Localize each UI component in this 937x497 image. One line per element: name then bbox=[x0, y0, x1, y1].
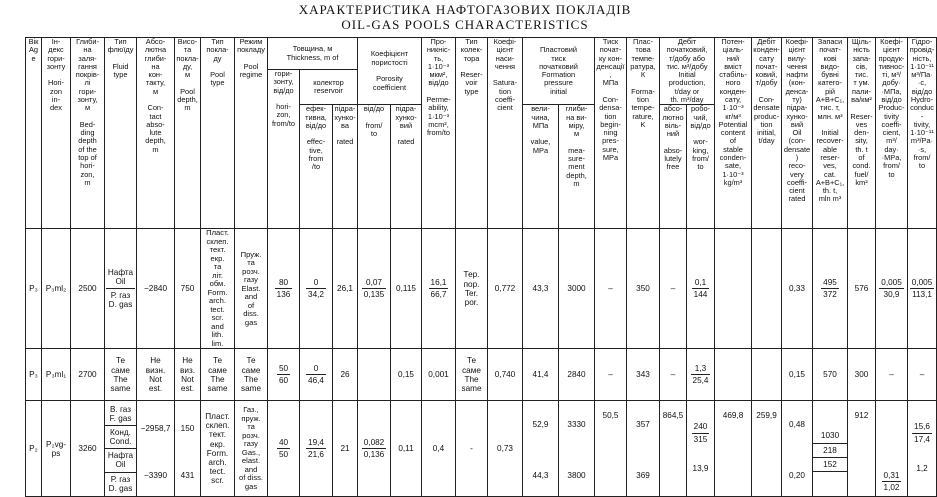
header-pool-regime: Режим покладу Pool regime bbox=[235, 38, 268, 229]
header-recovery-coefficient: Коефі- цієнт вилу- чення нафти (кон- денса- ту) підра- хунко- вий Oil (con- densate) reco- very coeffi- cient rated bbox=[782, 38, 813, 229]
cell-porosity-rated: 0,11 bbox=[391, 401, 422, 497]
contact-oil: −3390 bbox=[144, 470, 167, 480]
cell-pressure-depth: 3000 bbox=[559, 229, 595, 349]
fraction-num: 495 bbox=[821, 278, 839, 289]
cell-pressure: 43,3 bbox=[523, 229, 559, 349]
pressure-depth-oil: 3800 bbox=[567, 470, 586, 480]
cell-condensation-pressure: – bbox=[595, 229, 627, 349]
fraction-num: 0 bbox=[306, 364, 326, 375]
reserves-condensate: 218 bbox=[813, 443, 847, 457]
fraction-num: 40 bbox=[277, 438, 290, 449]
header-porosity-rated: підра- хунко- вий rated bbox=[391, 105, 422, 229]
pressure-depth-gas: 3330 bbox=[567, 419, 586, 429]
cell-regime: Те саме The same bbox=[235, 349, 268, 401]
cell-age: P₃ bbox=[26, 229, 42, 349]
pool-depth-gas: 150 bbox=[180, 423, 195, 433]
cell-hydroconductivity bbox=[908, 401, 937, 497]
production-oil: 13,9 bbox=[692, 463, 709, 473]
header-thickness-reservoir: колектор reservoir bbox=[300, 70, 358, 105]
cell-production-working bbox=[687, 229, 715, 349]
header-horizon-index: Ін- декс гори- зонту Hori- zon in- dex bbox=[42, 38, 71, 229]
fraction-num: 0,31 bbox=[882, 471, 902, 482]
cell-condensate-production: 259,9 bbox=[752, 401, 782, 497]
fluid-condensate: Конд. Cond. bbox=[105, 425, 136, 448]
header-pressure: Пластовий тиск початковий Formation pressure initial bbox=[523, 38, 595, 105]
cell-density: 300 bbox=[848, 349, 876, 401]
fraction-den: 372 bbox=[823, 290, 837, 300]
cell-porosity bbox=[358, 229, 391, 349]
fraction-den: 50 bbox=[278, 450, 289, 460]
cell-reservoir-type: Те саме The same bbox=[456, 349, 488, 401]
cell-reserves bbox=[813, 229, 848, 349]
cell-th-rated: 26,1 bbox=[333, 229, 358, 349]
cell-condensate-production bbox=[752, 229, 782, 349]
header-thickness-effective: ефек- тивна, від/до effec- tive, from /to bbox=[300, 105, 333, 229]
cell-horizon: P₃ml₂ bbox=[42, 229, 71, 349]
fraction-num: 19,4 bbox=[306, 438, 326, 449]
header-bedding-depth: Глиби- на заля- гання покрів- лі гори- зонту, м Bed- ding depth of the top of hori- zon, m bbox=[71, 38, 105, 229]
fraction-den: 1,02 bbox=[883, 483, 900, 493]
cell-permeability bbox=[422, 229, 456, 349]
pressure-oil: 44,3 bbox=[532, 470, 549, 480]
cell-pressure bbox=[523, 401, 559, 497]
cell-saturation: 0,740 bbox=[488, 349, 523, 401]
cell-permeability: 0,4 bbox=[422, 401, 456, 497]
fraction-den: 21,6 bbox=[308, 450, 324, 460]
header-porosity: Коефіцієнт пористості Porosity coefficient bbox=[358, 38, 422, 105]
cell-fluid bbox=[105, 401, 137, 497]
fraction-den: 136 bbox=[276, 290, 291, 300]
cell-production-working bbox=[687, 349, 715, 401]
cell-contact bbox=[137, 401, 175, 497]
header-age: Вік Age bbox=[26, 38, 42, 229]
cell-pool-type: Пласт. склеп. тект. екр. та літ. обм. Form. arch. tect. scr. and lith. lim. bbox=[201, 229, 235, 349]
cell-hydroconductivity: – bbox=[908, 349, 937, 401]
cell-depth: 2700 bbox=[71, 349, 105, 401]
cell-horizon: P₂vg- ps bbox=[42, 401, 71, 497]
table-row bbox=[26, 401, 937, 497]
header-productivity: Коефі- цієнт продук- тивнос- ті, м³/ добу· ·МПа, від/до Produc- tivity coeffi- cient, m³/ day· ·MPa, from/ to bbox=[876, 38, 908, 229]
cell-pool-depth bbox=[175, 401, 201, 497]
reserves-gas: 1030 bbox=[820, 431, 840, 441]
cell-recovery: 0,33 bbox=[782, 229, 813, 349]
table-row bbox=[26, 229, 937, 349]
table-row bbox=[26, 349, 937, 401]
cell-reserves bbox=[813, 401, 848, 497]
contact-gas: −2958,7 bbox=[140, 423, 171, 433]
pressure-gas: 52,9 bbox=[532, 419, 549, 429]
cell-potential-condensate: 469,8 bbox=[715, 401, 752, 497]
cell-pressure-depth bbox=[559, 401, 595, 497]
cell-pressure: 41,4 bbox=[523, 349, 559, 401]
cell-age: P₃ bbox=[26, 349, 42, 401]
fraction-den: 113,1 bbox=[912, 290, 932, 300]
header-fluid-type: Тип флюїду Fluid type bbox=[105, 38, 137, 229]
fraction-num: 50 bbox=[277, 364, 290, 375]
fluid-free-gas: В. газ F. gas bbox=[109, 404, 132, 423]
cell-th-horizon bbox=[268, 349, 300, 401]
header-thickness: Товщина, м Thickness, m of bbox=[268, 38, 358, 70]
header-contact-depth: Абсо- лютна глиби- на кон- такту, м Con- tact abso- lute depth, m bbox=[137, 38, 175, 229]
cell-depth: 3260 bbox=[71, 401, 105, 497]
fraction-num: 240 bbox=[692, 422, 710, 433]
header-potential-condensate: Потен- ціаль- ний вміст стабіль- ного конден- сату, 1·10⁻³ кг/м³ Potential content of stable conden- sate, 1·10⁻³ kg/m³ bbox=[715, 38, 752, 229]
cell-th-effective bbox=[300, 349, 333, 401]
cell-temperature bbox=[627, 401, 660, 497]
fraction-num: 80 bbox=[275, 278, 293, 289]
header-thickness-horizon: гори- зонту, від/до hori- zon, from/to bbox=[268, 70, 300, 229]
cell-depth: 2500 bbox=[71, 229, 105, 349]
fluid-gas: Р. газ D. gas bbox=[106, 288, 135, 311]
pool-depth-oil: 431 bbox=[180, 470, 195, 480]
cell-th-rated: 21 bbox=[333, 401, 358, 497]
cell-recovery: 0,15 bbox=[782, 349, 813, 401]
cell-density: 912 bbox=[848, 401, 876, 497]
fraction-den: 25,4 bbox=[692, 376, 709, 386]
cell-contact: Не визн. Not est. bbox=[137, 349, 175, 401]
header-condensate-production: Дебіт конден- сату почат- ковий, т/добу Con- densate produc- tion initial, t/day bbox=[752, 38, 782, 229]
cell-horizon: P₃ml₁ bbox=[42, 349, 71, 401]
recovery-gas: 0,48 bbox=[789, 419, 805, 429]
reserves-dissolved-gas bbox=[813, 471, 847, 488]
cell-condensation-pressure: – bbox=[595, 349, 627, 401]
fluid-dissolved-gas: Р. газ D. gas bbox=[105, 472, 136, 495]
fraction-den: 144 bbox=[693, 290, 708, 300]
cell-reservoir-type: - bbox=[456, 401, 488, 497]
cell-age: P₂ bbox=[26, 401, 42, 497]
cell-density: 576 bbox=[848, 229, 876, 349]
fraction-num: 0,07 bbox=[362, 278, 387, 289]
cell-contact: −2840 bbox=[137, 229, 175, 349]
cell-th-effective bbox=[300, 229, 333, 349]
cell-saturation: 0,772 bbox=[488, 229, 523, 349]
fraction-den: 30,9 bbox=[883, 290, 900, 300]
cell-pool-type: Те саме The same bbox=[201, 349, 235, 401]
fraction-den: 315 bbox=[693, 434, 708, 444]
cell-th-horizon bbox=[268, 401, 300, 497]
header-reservoir-type: Тип колек- тора Reser- voir type bbox=[456, 38, 488, 229]
cell-permeability: 0,001 bbox=[422, 349, 456, 401]
fraction-num: 0,1 bbox=[692, 278, 710, 289]
pools-table-sheet bbox=[25, 37, 935, 493]
header-condensation-pressure: Тиск почат- ку кон- денсації, МПа Con- densa- tion begin- ning pres- sure, MPa bbox=[595, 38, 627, 229]
cell-th-effective bbox=[300, 401, 333, 497]
cell-condensate-production bbox=[752, 349, 782, 401]
header-thickness-rated: підра- хунко- ва rated bbox=[333, 105, 358, 229]
cell-pool-depth: Не виз. Not est. bbox=[175, 349, 201, 401]
header-permeability: Про- никніс- ть, 1·10⁻³ мкм², від/до Perme- ability, 1·10⁻³ mcm², from/to bbox=[422, 38, 456, 229]
cell-potential-condensate bbox=[715, 229, 752, 349]
fluid-oil: Нафта Oil bbox=[107, 267, 134, 287]
cell-porosity-rated: 0,15 bbox=[391, 349, 422, 401]
header-pool-depth: Висо- та покла- ду, м Pool depth, m bbox=[175, 38, 201, 229]
cell-pressure-depth: 2840 bbox=[559, 349, 595, 401]
cell-reserves: 570 bbox=[813, 349, 848, 401]
cell-productivity: – bbox=[876, 349, 908, 401]
cell-saturation: 0,73 bbox=[488, 401, 523, 497]
cell-pool-depth: 750 bbox=[175, 229, 201, 349]
header-production-free: абсо- лютно віль- ний abso- lutely free bbox=[660, 105, 687, 229]
fraction-den: 17,4 bbox=[914, 434, 930, 444]
cell-th-rated: 26 bbox=[333, 349, 358, 401]
header-porosity-from-to: від/до from/ to bbox=[358, 105, 391, 229]
fraction-den: 0,135 bbox=[363, 290, 385, 300]
title-ukrainian: ХАРАКТЕРИСТИКА НАФТОГАЗОВИХ ПОКЛАДІВ bbox=[298, 2, 632, 17]
cell-production-free: – bbox=[660, 229, 687, 349]
header-initial-production: Дебіт початковий, т/добу або тис. м³/добу Initial production, t/day or th. m³/day bbox=[660, 38, 715, 105]
cell-production-free: – bbox=[660, 349, 687, 401]
cell-fluid bbox=[105, 229, 137, 349]
cell-pool-type: Пласт. склеп. тект. екр. Form. arch. tect. scr. bbox=[201, 401, 235, 497]
header-hydroconductivity: Гідро- провід- ність, 1·10⁻¹¹ м³/Па· ·с, від/до Hydro- conduc- tivity, 1·10⁻¹¹ m³/Pa· ·s, from/ to bbox=[908, 38, 937, 229]
header-pressure-depth: глиби- на ви- міру, м mea- sure- ment depth, m bbox=[559, 105, 595, 229]
hydroconductivity-oil: 1,2 bbox=[916, 463, 928, 473]
fraction-num: 0,082 bbox=[362, 438, 387, 449]
cell-regime: Пруж. та розч. газу Elast. and of diss. gas bbox=[235, 229, 268, 349]
cell-production-working bbox=[687, 401, 715, 497]
cell-porosity-rated: 0,115 bbox=[391, 229, 422, 349]
fraction-den: 34,2 bbox=[308, 290, 324, 300]
fraction-num: 1,3 bbox=[691, 364, 711, 375]
header-pressure-value: вели- чина, МПа value, MPa bbox=[523, 105, 559, 229]
pools-table bbox=[25, 37, 937, 497]
fraction-den: 46,4 bbox=[308, 376, 324, 386]
header-reserves: Запаси почат- кові видо- бувні катего- рій A+B+C₁, тис. т, млн. м³ Initial recover- able reser- ves, cat. A+B+C₁, th. t, mln m³ bbox=[813, 38, 848, 229]
cell-porosity bbox=[358, 401, 391, 497]
fraction-num: 0,005 bbox=[879, 278, 904, 289]
cell-recovery bbox=[782, 401, 813, 497]
reserves-oil: 152 bbox=[813, 457, 847, 471]
fraction-num: 0 bbox=[306, 278, 326, 289]
title-english: OIL-GAS POOLS CHARACTERISTICS bbox=[341, 17, 589, 32]
header-reserves-density: Щіль- ність запа- сів, тис. т ум. пали- ва/км² Reser- ves den- sity, th. t of cond. fuel/ km² bbox=[848, 38, 876, 229]
header-pool-type: Тип покла- ду Pool type bbox=[201, 38, 235, 229]
cell-productivity bbox=[876, 401, 908, 497]
header-saturation: Коефі- цієнт наси- чення Satura- tion coeffi- cient bbox=[488, 38, 523, 229]
fraction-num: 15,6 bbox=[912, 422, 932, 433]
cell-potential-condensate bbox=[715, 349, 752, 401]
cell-fluid: Те саме The same bbox=[105, 349, 137, 401]
temperature-gas: 357 bbox=[636, 419, 650, 429]
fraction-den: 0,136 bbox=[363, 450, 385, 460]
fraction-num: 0,005 bbox=[910, 278, 935, 289]
fraction-den: 60 bbox=[278, 376, 289, 386]
header-temperature: Плас- това темпе- ратура, К Forma- tion tempe- rature, K bbox=[627, 38, 660, 229]
fraction-num: 16,1 bbox=[429, 278, 449, 289]
cell-production-free: 864,5 bbox=[660, 401, 687, 497]
fraction-den: 66,7 bbox=[430, 290, 447, 300]
cell-regime: Газ., пруж. та розч. газу Gas., elast. and of diss. gas bbox=[235, 401, 268, 497]
cell-th-horizon bbox=[268, 229, 300, 349]
cell-temperature: 350 bbox=[627, 229, 660, 349]
cell-porosity bbox=[358, 349, 391, 401]
header-production-working: робо- чий, від/до wor- king, from/ to bbox=[687, 105, 715, 229]
cell-temperature: 343 bbox=[627, 349, 660, 401]
cell-hydroconductivity bbox=[908, 229, 937, 349]
fluid-oil: Нафта Oil bbox=[105, 448, 136, 471]
cell-productivity bbox=[876, 229, 908, 349]
recovery-oil: 0,20 bbox=[789, 470, 805, 480]
cell-condensation-pressure: 50,5 bbox=[595, 401, 627, 497]
cell-reservoir-type: Тер. пор. Ter. por. bbox=[456, 229, 488, 349]
temperature-oil: 369 bbox=[636, 470, 650, 480]
